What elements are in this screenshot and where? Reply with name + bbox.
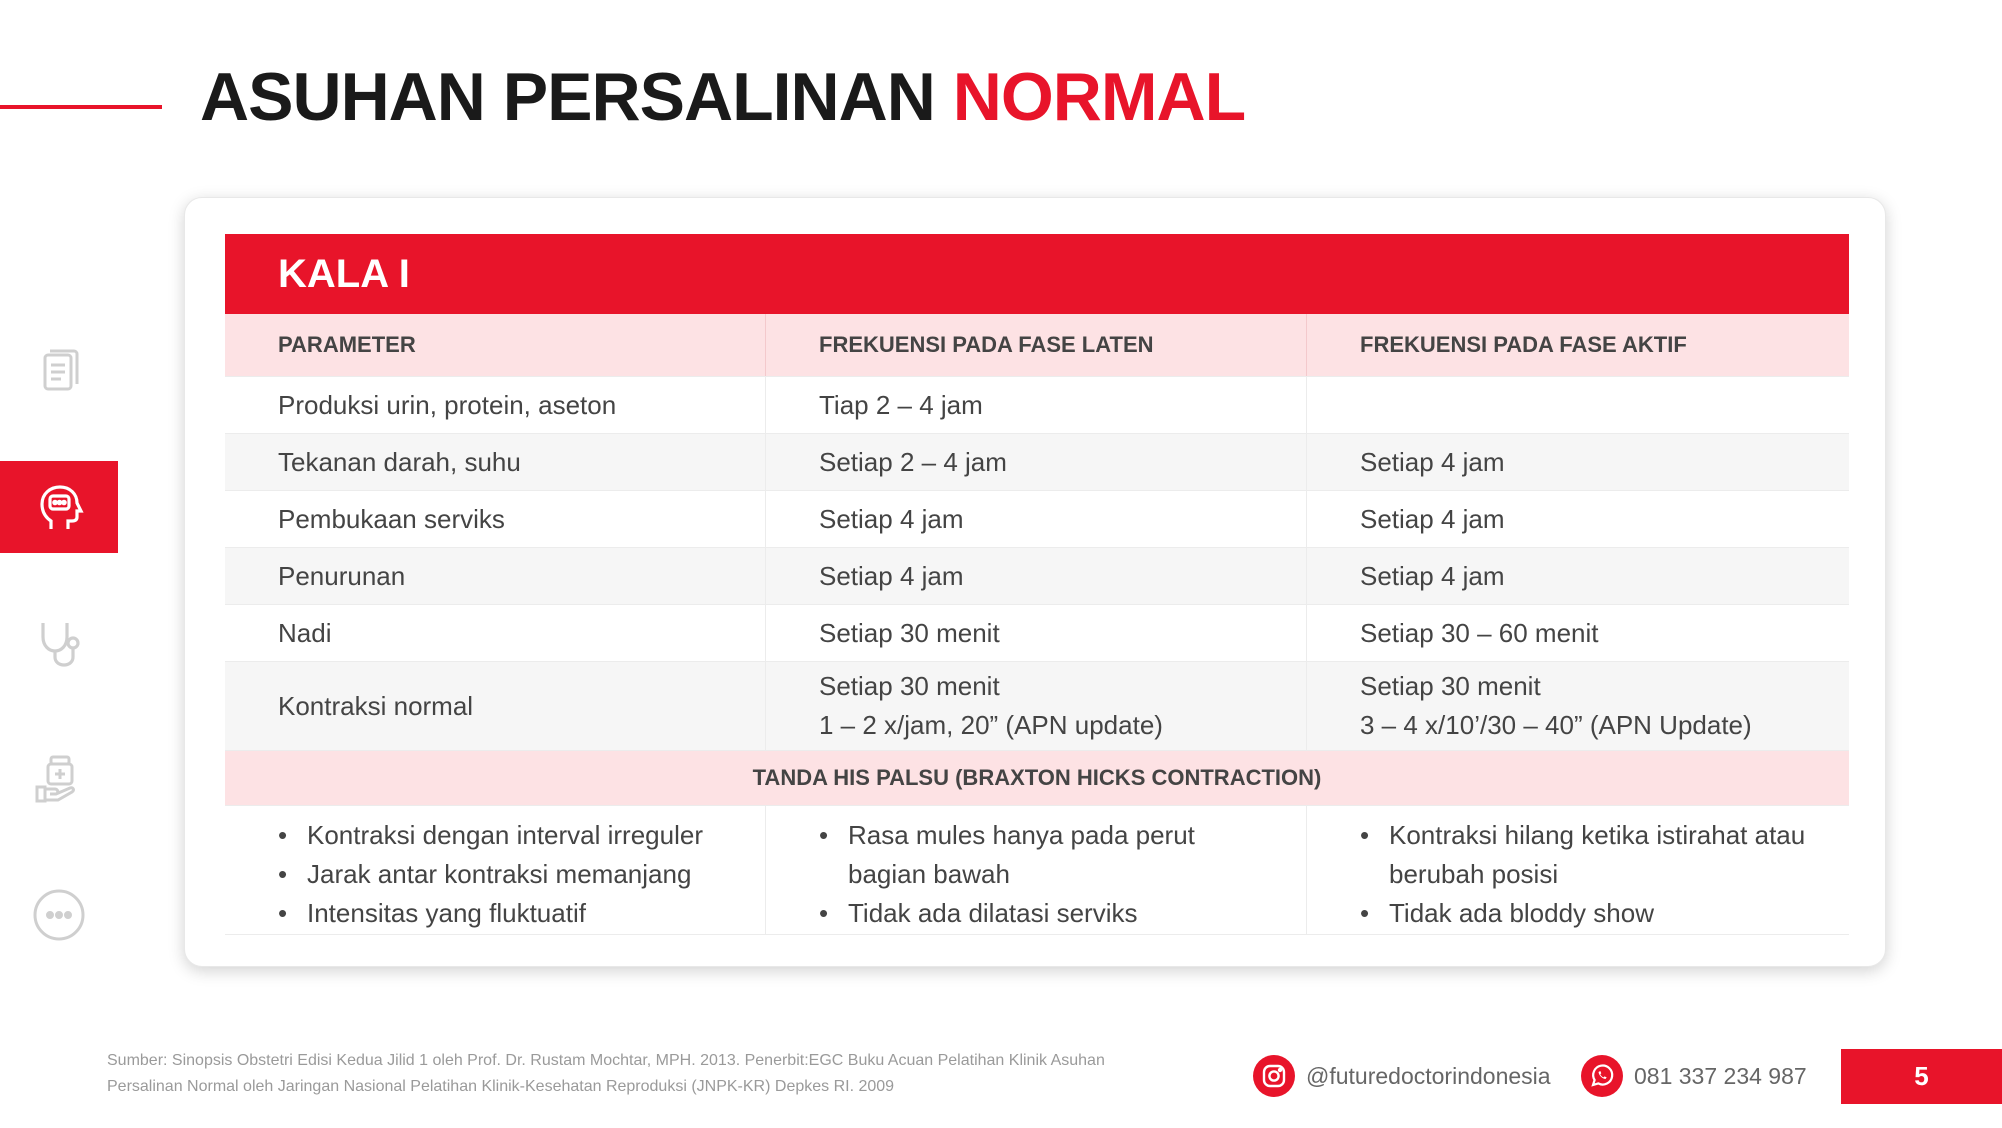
- sidebar-item-medicine[interactable]: [0, 733, 118, 825]
- kala-table: [225, 234, 1849, 935]
- source-line: Sumber: Sinopsis Obstetri Edisi Kedua Jilid 1 oleh Prof. Dr. Rustam Mochtar, MPH. 2013. Penerbit:EGC Buku Acuan Pelatihan Klinik Asuhan: [107, 1052, 1105, 1069]
- medicine-hand-icon: [31, 751, 87, 807]
- laten-line: 1 – 2 x/jam, 20” (APN update): [819, 710, 1163, 740]
- parameter-cell: Tekanan darah, suhu: [225, 434, 766, 490]
- sidebar-item-more[interactable]: [0, 869, 118, 961]
- list-item: • Tidak ada dilatasi serviks: [848, 894, 1258, 933]
- parameter-cell: Penurunan: [225, 548, 766, 604]
- instagram-link[interactable]: [1253, 1054, 1551, 1098]
- table-subheader: TANDA HIS PALSU (BRAXTON HICKS CONTRACTION): [225, 751, 1849, 806]
- column-header: FREKUENSI PADA FASE LATEN: [766, 314, 1307, 376]
- content-card: [184, 197, 1886, 967]
- table-header-row: [225, 314, 1849, 377]
- aktif-cell: Setiap 30 – 60 menit: [1360, 617, 1599, 648]
- bullet-list: [278, 816, 765, 933]
- parameter-cell: Produksi urin, protein, aseton: [225, 377, 766, 433]
- source-citation: [107, 1048, 1227, 1100]
- table-row: [225, 605, 1849, 662]
- table-section-title: KALA I: [225, 234, 1849, 314]
- parameter-cell: Pembukaan serviks: [225, 491, 766, 547]
- title-accent-line: [0, 105, 162, 109]
- stethoscope-icon: [31, 615, 87, 671]
- source-line: Persalinan Normal oleh Jaringan Nasional Pelatihan Klinik-Kesehatan Reproduksi (JNPK-KR) Depkes RI. 2009: [107, 1078, 895, 1095]
- aktif-cell: [1307, 662, 1849, 750]
- list-item: • Jarak antar kontraksi memanjang: [307, 855, 765, 894]
- list-item: • Rasa mules hanya pada perut bagian bawah: [848, 816, 1258, 894]
- laten-cell: Setiap 30 menit: [766, 605, 1307, 661]
- sidebar-item-document[interactable]: [0, 325, 118, 417]
- aktif-cell: [1307, 377, 1849, 433]
- table-row: [225, 491, 1849, 548]
- bullet-list: [819, 816, 1258, 933]
- laten-cell: Setiap 4 jam: [766, 548, 1307, 604]
- head-chat-icon: [31, 479, 87, 535]
- column-header: FREKUENSI PADA FASE AKTIF: [1360, 332, 1687, 357]
- title-main: ASUHAN PERSALINAN: [200, 59, 935, 135]
- instagram-icon: [1253, 1055, 1295, 1097]
- parameter-cell: Kontraksi normal: [225, 662, 766, 750]
- list-item: • Tidak ada bloddy show: [1389, 894, 1819, 933]
- aktif-cell: Setiap 4 jam: [1360, 503, 1505, 534]
- table-row: [225, 548, 1849, 605]
- aktif-cell: Setiap 4 jam: [1360, 446, 1505, 477]
- table-row: [225, 434, 1849, 491]
- bullet-cell: [766, 806, 1307, 934]
- title-highlight: NORMAL: [952, 59, 1246, 135]
- laten-cell: Setiap 4 jam: [766, 491, 1307, 547]
- laten-cell: [766, 662, 1307, 750]
- whatsapp-icon: [1581, 1055, 1623, 1097]
- bullet-cell: [225, 806, 766, 934]
- whatsapp-number: 081 337 234 987: [1634, 1062, 1807, 1089]
- list-item: • Intensitas yang fluktuatif: [307, 894, 765, 933]
- column-header: PARAMETER: [225, 314, 766, 376]
- bullet-cell: [1307, 806, 1849, 934]
- laten-cell: Setiap 2 – 4 jam: [766, 434, 1307, 490]
- instagram-handle: @futuredoctorindonesia: [1306, 1062, 1551, 1089]
- table-row: [225, 662, 1849, 751]
- sidebar-item-consult[interactable]: [0, 461, 118, 553]
- parameter-cell: Nadi: [225, 605, 766, 661]
- page-title: [200, 58, 1245, 136]
- sidebar-item-stethoscope[interactable]: [0, 597, 118, 689]
- whatsapp-link[interactable]: [1581, 1054, 1807, 1098]
- more-icon: [31, 887, 87, 943]
- table-row: [225, 377, 1849, 434]
- document-icon: [31, 343, 87, 399]
- bullet-list: [1360, 816, 1819, 933]
- list-item: • Kontraksi dengan interval irreguler: [307, 816, 765, 855]
- aktif-line: Setiap 30 menit: [1360, 671, 1541, 701]
- aktif-line: 3 – 4 x/10’/30 – 40” (APN Update): [1360, 710, 1752, 740]
- aktif-cell: Setiap 4 jam: [1360, 560, 1505, 591]
- list-item: • Kontraksi hilang ketika istirahat atau berubah posisi: [1389, 816, 1819, 894]
- laten-cell: Tiap 2 – 4 jam: [766, 377, 1307, 433]
- page-number: 5: [1841, 1049, 2002, 1104]
- bullet-row: [225, 806, 1849, 935]
- laten-line: Setiap 30 menit: [819, 671, 1000, 701]
